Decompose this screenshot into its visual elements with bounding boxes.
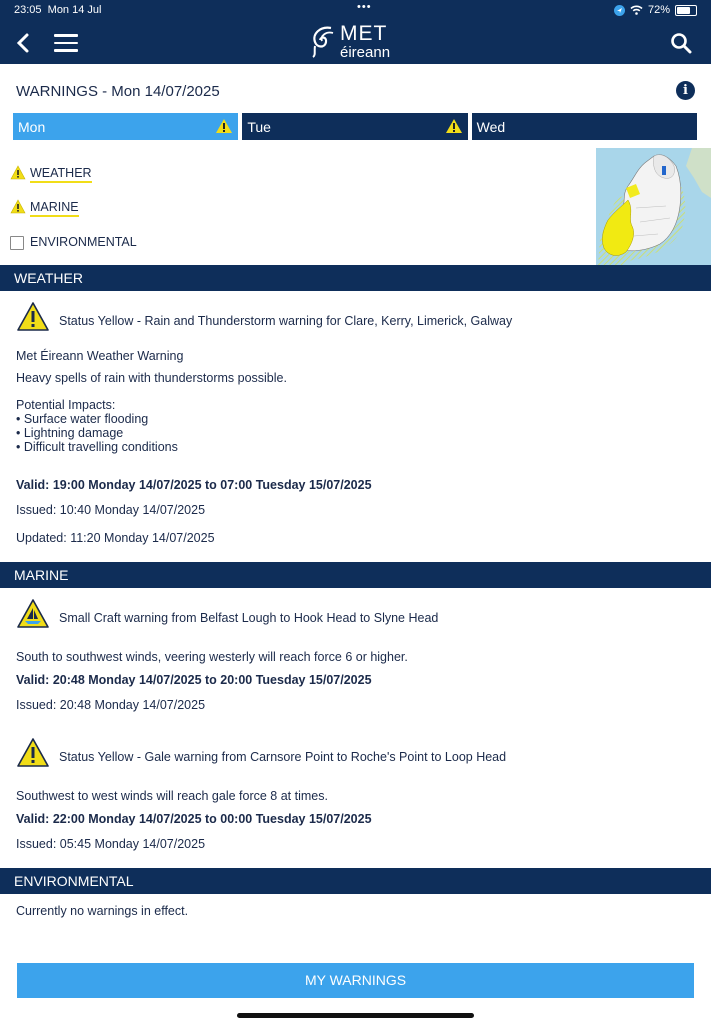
- weather-updated: Updated: 11:20 Monday 14/07/2025: [16, 531, 215, 545]
- status-bar: [14, 1, 697, 18]
- met-eireann-logo: [310, 22, 390, 60]
- weather-warning-title: Status Yellow - Rain and Thunderstorm warning for Clare, Kerry, Limerick, Galway: [59, 314, 513, 328]
- weather-warning-description: Heavy spells of rain with thunderstorms possible.: [16, 371, 287, 385]
- home-indicator[interactable]: [237, 1013, 474, 1018]
- filter-environmental-label: ENVIRONMENTAL: [30, 235, 137, 249]
- environmental-message: Currently no warnings in effect.: [16, 904, 189, 918]
- page-title: WARNINGS - Mon 14/07/2025: [16, 83, 220, 100]
- status-time: 23:05 Mon 14 Jul: [14, 4, 102, 16]
- ireland-map-icon: [596, 148, 711, 265]
- marine-valid-period: Valid: 22:00 Monday 14/07/2025 to 00:00 Tuesday 15/07/2025: [16, 812, 372, 826]
- section-title: WEATHER: [14, 270, 83, 286]
- warning-triangle-icon: [10, 165, 26, 180]
- tab-label: Wed: [476, 119, 506, 135]
- marine-issued: Issued: 05:45 Monday 14/07/2025: [16, 837, 206, 851]
- warning-triangle-icon: [10, 199, 26, 214]
- weather-valid-period: Valid: 19:00 Monday 14/07/2025 to 07:00 Tuesday 15/07/2025: [16, 478, 372, 492]
- marine-warning-title: Status Yellow - Gale warning from Carnsore Point to Roche's Point to Loop Head: [59, 750, 507, 764]
- logo-text-met: MET: [340, 21, 388, 45]
- my-warnings-button[interactable]: MY WARNINGS: [17, 963, 694, 998]
- marine-section-header: [0, 562, 711, 588]
- status-right: [614, 4, 697, 16]
- tab-label: Mon: [18, 119, 46, 135]
- impact-item: • Difficult travelling conditions: [16, 440, 178, 454]
- location-icon: [614, 5, 625, 16]
- top-bar: [0, 0, 711, 64]
- hamburger-menu-icon[interactable]: [54, 34, 78, 52]
- weather-section-header: [0, 265, 711, 291]
- multitask-dots-icon[interactable]: •••: [357, 1, 372, 13]
- environmental-checkbox[interactable]: [10, 236, 24, 250]
- battery-icon: [675, 5, 697, 16]
- search-icon[interactable]: [670, 32, 692, 54]
- marine-warning-title: Small Craft warning from Belfast Lough to Hook Head to Slyne Head: [59, 611, 439, 625]
- impact-item: • Surface water flooding: [16, 412, 149, 426]
- warnings-map-thumbnail[interactable]: [596, 148, 711, 265]
- warning-triangle-icon: [16, 737, 50, 768]
- tab-tue[interactable]: [242, 113, 467, 140]
- info-icon[interactable]: i: [676, 81, 695, 100]
- weather-warning-source: Met Éireann Weather Warning: [16, 349, 184, 363]
- impact-item: • Lightning damage: [16, 426, 124, 440]
- warning-triangle-icon: [445, 118, 463, 134]
- marine-issued: Issued: 20:48 Monday 14/07/2025: [16, 698, 206, 712]
- warning-triangle-icon: [16, 301, 50, 332]
- section-title: ENVIRONMENTAL: [14, 873, 134, 889]
- impacts-heading: Potential Impacts:: [16, 398, 116, 412]
- tab-wed[interactable]: [472, 113, 697, 140]
- tab-mon[interactable]: [13, 113, 238, 140]
- environmental-section-header: [0, 868, 711, 894]
- warning-triangle-icon: [215, 118, 233, 134]
- logo-swirl-icon: [310, 24, 336, 58]
- filter-weather-label: WEATHER: [30, 166, 92, 183]
- section-title: MARINE: [14, 567, 69, 583]
- logo-text-eireann: éireann: [340, 43, 391, 61]
- marine-warning-description: South to southwest winds, veering westerly will reach force 6 or higher.: [16, 650, 408, 664]
- battery-percent: 72%: [647, 4, 670, 16]
- back-arrow-icon[interactable]: [14, 32, 32, 54]
- weather-issued: Issued: 10:40 Monday 14/07/2025: [16, 503, 206, 517]
- wifi-icon: [630, 5, 643, 15]
- tab-label: Tue: [247, 119, 271, 135]
- marine-valid-period: Valid: 20:48 Monday 14/07/2025 to 20:00 Tuesday 15/07/2025: [16, 673, 372, 687]
- small-craft-warning-icon: [16, 598, 50, 629]
- day-tabs: [13, 113, 697, 140]
- filter-marine-label: MARINE: [30, 200, 79, 217]
- marine-warning-description: Southwest to west winds will reach gale force 8 at times.: [16, 789, 328, 803]
